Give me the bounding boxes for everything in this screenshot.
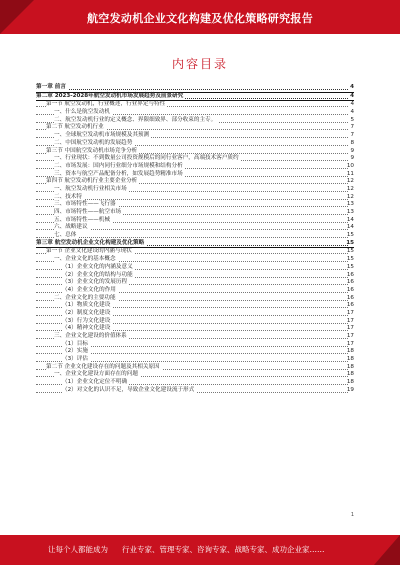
toc-entry-page: 18 [346,348,354,355]
toc-entry-label: 第二章 2023-2028年航空发动机市场发展趋势及前景研究 [36,92,184,99]
toc-entry-label: 一、航空发动机行业相关市场 [54,185,127,192]
toc-entry-page: 15 [346,263,354,270]
toc-entry[interactable] [36,186,354,194]
toc-entry-page: 17 [346,317,354,324]
toc-entry-label: 二、技术特 [54,193,82,200]
toc-entry-label: 一、什么是航空发动机 [54,109,110,116]
toc-entry-label: （4）企业文化的作用 [62,286,116,293]
toc-entry-label: （3）评估 [62,356,88,363]
toc-entry-page: 4 [350,92,354,99]
toc-entry[interactable] [36,248,354,256]
toc-entry-page: 12 [346,193,354,200]
toc-entry-page: 16 [346,279,354,286]
toc-entry-page: 8 [350,139,354,146]
toc-entry-page: 18 [346,371,354,378]
toc-entry[interactable] [36,224,354,232]
toc-entry[interactable] [36,132,354,140]
toc-entry-label: 五、市场特性——机械 [54,216,110,223]
toc-entry[interactable] [36,232,354,240]
toc-entry-label: 第二节 航空发动机行业 [46,124,104,131]
toc-entry[interactable] [36,201,354,209]
toc-entry-label: 一、企业文化的基本概念 [54,256,116,263]
toc-entry[interactable] [36,287,354,295]
toc-entry-label: 三、市场特性——飞行器 [54,201,116,208]
toc-entry[interactable] [36,310,354,318]
toc-entry-label: 第一节 航空发动机，行业概述，行业界定与特性 [46,101,166,108]
toc-entry-label: （2）实施 [62,348,88,355]
footer-slogan-left: 让每个人都能成为 [48,545,108,554]
toc-entry[interactable] [36,279,354,287]
toc-entry-label: （3）行为文化建设 [62,317,111,324]
toc-entry[interactable] [36,387,354,395]
toc-entry-label: （2）对文化的认识不足，导致企业文化建设流于形式 [62,386,195,393]
toc-entry-page: 14 [346,224,354,231]
toc-entry-page: 19 [346,386,354,393]
toc-entry-page: 15 [346,256,354,263]
toc-entry-page: 15 [346,248,354,255]
footer-bar [0,535,400,565]
toc-entry-label: （1）物质文化建设 [62,302,111,309]
toc-entry-label: 二、企业文化的主要功能 [54,294,116,301]
toc-entry-page: 4 [350,101,354,108]
toc-entry[interactable] [36,371,354,379]
toc-entry[interactable] [36,163,354,171]
toc-entry-page: 14 [346,216,354,223]
toc-entry-page: 17 [346,340,354,347]
toc-entry-label: 三、企业文化建设的价值体系 [54,333,127,339]
toc-entry-page: 7 [350,124,354,131]
toc-entry-label: 二、中国航空发动机的发展趋势 [54,139,133,146]
toc-entry-page: 16 [346,271,354,278]
toc-entry-label: （3）企业文化的发展历程 [62,279,128,286]
toc-entry-label: 第一章 前言 [36,84,66,90]
header-bar [0,0,400,34]
toc-entry-label: （2）企业文化的结构与功能 [62,271,133,278]
toc-entry-label: （2）制度文化建设 [62,309,111,316]
toc-entry-label: （1）企业文化定位不明确 [62,379,128,386]
toc-entry-page: 17 [346,325,354,332]
toc-entry-label: 第四节 航空发动机行业主要企业分析 [46,178,138,185]
toc-entry[interactable] [36,333,354,341]
toc-heading: 内容目录 [171,57,228,71]
toc-entry[interactable] [36,178,354,186]
toc-entry-label: 二、市场发展：国内同行业细分市场规模和结构分析 [54,162,183,169]
toc-entry-label: 六、战略建议 [54,224,88,231]
toc-entry-page: 4 [350,109,354,116]
toc-entry[interactable] [36,356,354,364]
page-marker: 1 [350,512,354,518]
toc-entry[interactable] [36,379,354,387]
toc-entry[interactable] [36,256,354,264]
toc-entry-page: 13 [346,209,354,215]
toc-entry-page: 12 [346,185,354,192]
toc-entry-page: 16 [346,286,354,293]
toc-entry-page: 9 [350,147,354,154]
toc-entry-page: 16 [346,302,354,309]
toc-leader-dots [36,89,348,90]
toc-entry-label: （1）企业文化的内涵及意义 [62,263,133,270]
toc-entry-page: 16 [346,294,354,301]
toc-entry-page: 10 [346,162,354,169]
toc-entry-page: 5 [350,116,354,123]
toc-entry-page: 18 [346,379,354,386]
toc-entry[interactable] [36,84,354,93]
toc-entry[interactable] [36,348,354,356]
toc-entry[interactable] [36,302,354,310]
toc-entry[interactable] [36,140,354,148]
toc-entry-page: 15 [346,239,354,246]
toc-entry-label: 四、市场特性——航空市场 [54,209,122,215]
toc-entry[interactable] [36,124,354,132]
toc-entry-label: 第一节 企业文化建设的内涵与现状 [46,248,132,255]
toc-entry-label: （4）精神文化建设 [62,325,111,332]
toc-entry-label: （1）目标 [62,340,88,347]
toc-entry-label: 第三节 中国航空发动机市场竞争分析 [46,147,138,154]
toc-entry-page: 18 [346,356,354,363]
toc-entry[interactable] [36,155,354,163]
toc-entry[interactable] [36,264,354,272]
toc-entry-page: 17 [346,309,354,316]
report-title: 航空发动机企业文化构建及优化策略研究报告 [87,12,313,25]
toc-entry[interactable] [36,209,354,217]
toc-entry-label: 三、资本与航空产品配备分析，如发展趋势精准市场 [54,170,183,177]
footer-slogan-right: 行业专家、管理专家、咨询专家、战略专家、成功企业家…… [122,545,325,554]
toc-entry[interactable] [36,101,354,109]
toc-entry-label: 七、总体 [54,232,77,239]
toc-entry-label: 一、行业现状：不到数量公司投资规模后的同行业客户，高端技术客户质约 [54,155,239,162]
toc-leader-dots [36,237,348,238]
toc-entry-page: 13 [346,201,354,208]
toc-entry-page: 7 [350,132,354,139]
toc-entry-label: 第二节 企业文化建设存在的问题及其相关原因 [46,363,160,370]
toc-entry[interactable] [36,325,354,333]
toc-entry-page: 12 [346,178,354,185]
toc-entry-label: 一、企业文化建设方面存在的问题 [54,371,138,378]
toc-entry-page: 17 [346,333,354,339]
toc-entry-page: 11 [346,170,354,177]
table-of-contents [36,84,354,395]
footer-corner-decoration [374,535,400,565]
toc-entry-page: 18 [346,363,354,370]
toc-entry-label: 第三章 航空发动机企业文化构建及优化策略 [36,239,145,246]
toc-entry-label: 一、全球航空发动机市场规模及其预测 [54,132,150,139]
toc-entry-page: 4 [350,84,354,90]
toc-entry[interactable] [36,109,354,117]
toc-entry-page: 9 [350,155,354,162]
toc-entry-label: 二、航空发动机行业的定义概念、界限细致界、部分收束的主专。 [54,116,217,123]
toc-entry-page: 15 [346,232,354,239]
